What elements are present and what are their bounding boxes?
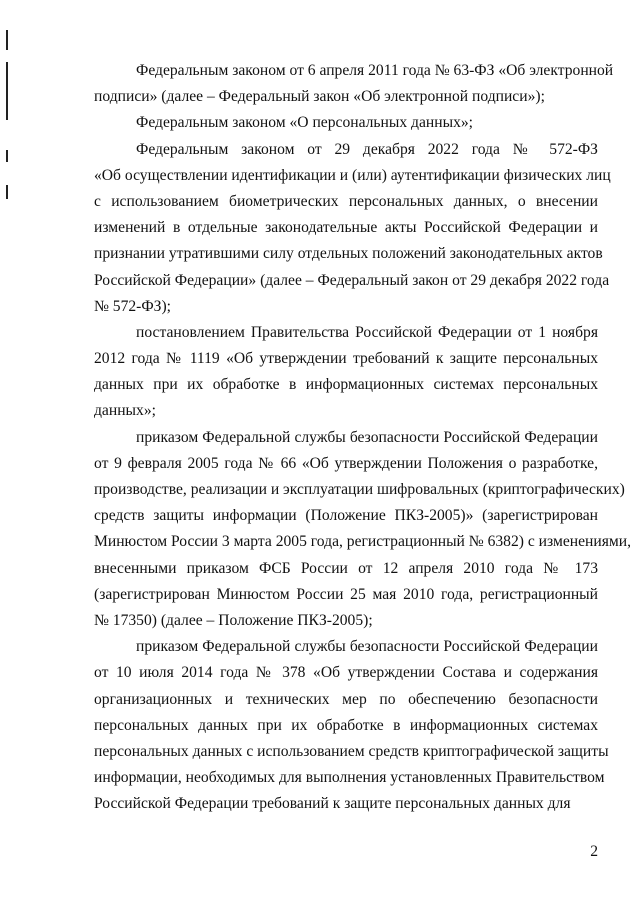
- text-line: данных»;: [94, 402, 156, 420]
- text-line: № 17350) (далее – Положение ПКЗ-2005);: [94, 611, 373, 629]
- text-line: средств защиты информации (Положение ПКЗ-2005)» (зарегистрирован: [94, 507, 598, 525]
- text-line: (зарегистрирован Минюстом России 25 мая 2010 года, регистрационный: [94, 585, 598, 603]
- scan-edge-mark: [6, 150, 8, 162]
- text-line: Федеральным законом от 6 апреля 2011 года № 63-ФЗ «Об электронной: [136, 62, 614, 79]
- text-line: данных при их обработке в информационных системах персональных: [94, 376, 598, 394]
- text-line: с использованием биометрических персональных данных, о внесении: [94, 192, 598, 210]
- scan-edge-mark: [6, 30, 8, 50]
- scan-edge-mark: [6, 185, 8, 199]
- text-line: организационных и технических мер по обеспечению безопасности: [94, 690, 598, 708]
- paragraph: [94, 58, 614, 110]
- text-line: признании утратившими силу отдельных положений законодательных актов: [94, 245, 603, 263]
- text-line: персональных данных с использованием средств криптографической защиты: [94, 742, 609, 760]
- paragraph: [94, 110, 598, 136]
- text-line: Российской Федерации» (далее – Федеральный закон от 29 декабря 2022 года: [94, 271, 610, 289]
- paragraph: [94, 425, 631, 635]
- text-line: приказом Федеральной службы безопасности Российской Федерации: [136, 428, 598, 446]
- text-line: подписи» (далее – Федеральный закон «Об электронной подписи»);: [94, 88, 545, 106]
- text-line: приказом Федеральной службы безопасности Российской Федерации: [136, 638, 598, 656]
- scan-edge-mark: [6, 62, 8, 120]
- document-body: [94, 58, 631, 817]
- text-line: информации, необходимых для выполнения установленных Правительством: [94, 769, 605, 787]
- text-line: от 9 февраля 2005 года № 66 «Об утверждении Положения о разработке,: [94, 454, 598, 472]
- text-line: внесенными приказом ФСБ России от 12 апреля 2010 года № 173: [94, 559, 598, 577]
- text-line: Минюстом России 3 марта 2005 года, регистрационный № 6382) с изменениями,: [94, 533, 631, 551]
- text-line: производстве, реализации и эксплуатации шифровальных (криптографических): [94, 481, 625, 498]
- page-number: 2: [590, 843, 598, 860]
- paragraph: [94, 137, 611, 320]
- text-line: изменений в отдельные законодательные акты Российской Федерации и: [94, 219, 598, 237]
- text-line: «Об осуществлении идентификации и (или) аутентификации физических лиц: [94, 166, 611, 184]
- text-line: № 572-ФЗ);: [94, 297, 172, 315]
- text-line: Федеральным законом «О персональных данных»;: [136, 114, 474, 132]
- paragraph: [94, 634, 609, 817]
- text-line: 2012 года № 1119 «Об утверждении требований к защите персональных: [94, 350, 598, 368]
- paragraph: [94, 320, 598, 425]
- text-line: Федеральным законом от 29 декабря 2022 года № 572-ФЗ: [136, 140, 598, 158]
- text-line: Российской Федерации требований к защите персональных данных для: [94, 795, 571, 813]
- text-line: персональных данных при их обработке в информационных системах: [94, 716, 598, 734]
- text-line: постановлением Правительства Российской Федерации от 1 ноября: [136, 323, 598, 341]
- text-line: от 10 июля 2014 года № 378 «Об утверждении Состава и содержания: [94, 664, 598, 682]
